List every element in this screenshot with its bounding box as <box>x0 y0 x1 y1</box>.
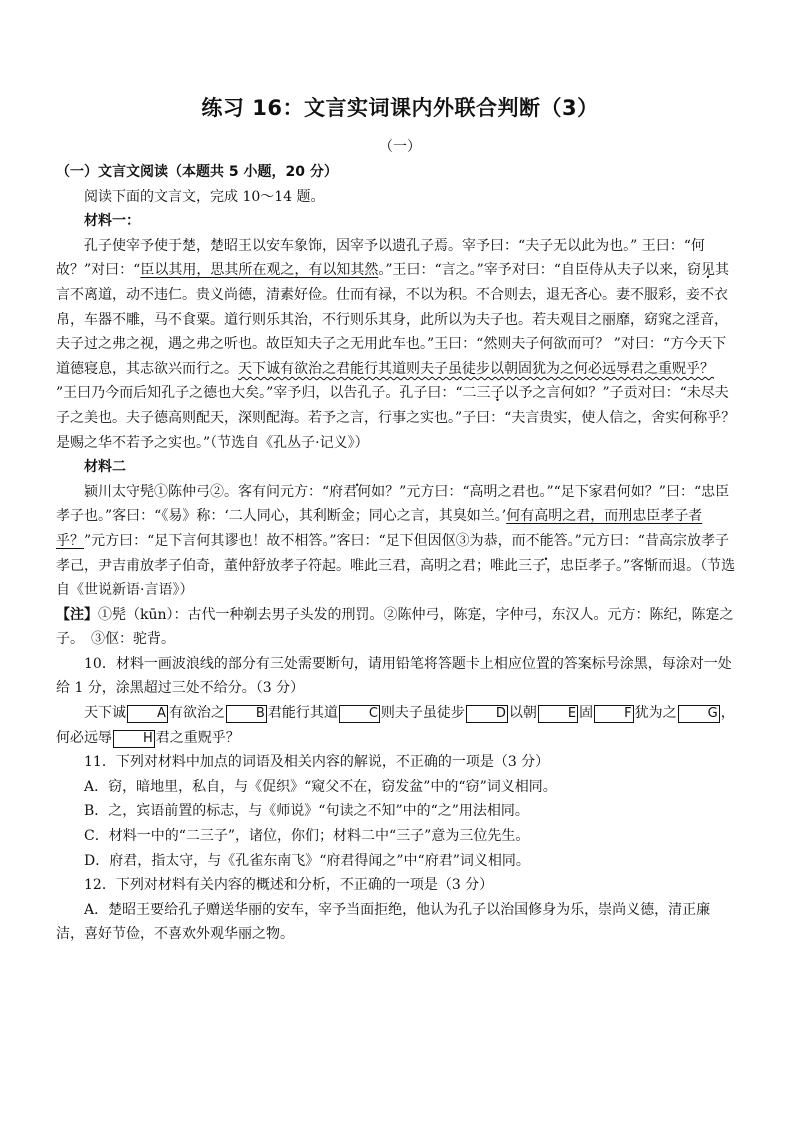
question-10-sentence <box>56 701 736 750</box>
question-11-option-b[interactable]: B．之，宾语前置的标志，与《师说》“句读之不知”中的“之”用法相同。 <box>84 803 529 820</box>
document-body <box>56 160 736 947</box>
section-heading: （一）文言文阅读（本题共 5 小题，20 分） <box>56 164 338 180</box>
break-mark-g[interactable]: G <box>678 705 720 723</box>
break-mark-e[interactable]: E <box>538 705 578 723</box>
break-mark-a[interactable]: A <box>127 705 168 723</box>
material1-text-part: 孔子使宰予使于楚，楚昭王以安车象饰，因宰予以遗孔子焉。宰予曰：“夫子无以此为也。” 王曰：“何故？”对曰：“ <box>56 237 705 279</box>
segment: 固 <box>579 705 594 722</box>
section-instruction: 阅读下面的文言文，完成 10～14 题。 <box>84 188 325 205</box>
break-mark-b[interactable]: B <box>226 705 267 723</box>
segment: 犹为之 <box>634 705 677 722</box>
material2-text-part: 何如？”元方曰：“高明之君也。”“足下家君何如？”曰：“忠臣孝子也。”客曰：“《易》称：‘二人同心，其利断金；同心之言，其臭如兰。’ <box>56 483 730 525</box>
segment: 则夫子虽徒步 <box>380 705 465 722</box>
question-11-option-d[interactable]: D．府君，指太守，与《孔雀东南飞》“府君得闻之”中“府君”词义相同。 <box>84 852 530 869</box>
segment: 君能行其道 <box>267 705 338 722</box>
question-12-option-a[interactable]: A．楚昭王要给孔子赠送华丽的安车，宰予当面拒绝，他认为孔子以治国修身为乐，崇尚义德，清正廉洁，喜好节俭，不喜欢外观华丽之物。 <box>56 901 711 943</box>
material1-text <box>56 234 736 455</box>
notes-label: 【注】 <box>56 606 98 623</box>
notes <box>56 603 736 652</box>
question-11-option-c[interactable]: C．材料一中的“二三子”，诸位，你们；材料二中“三子”意为三位先生。 <box>84 828 530 845</box>
break-mark-f[interactable]: F <box>594 705 633 723</box>
question-12-stem: 12．下列对材料有关内容的概述和分析，不正确的一项是（3 分） <box>84 877 494 894</box>
dotted-word-fujun: 府君 <box>329 483 358 500</box>
underlined-sentence-2: 何有高明之君，而刑忠臣孝子者乎？ <box>56 508 703 549</box>
segment: 君之重贶乎？ <box>155 729 240 746</box>
dotted-word-qie: 窃 <box>686 262 701 279</box>
underlined-sentence-1: 臣以其用，思其所在观之，有以知其然 <box>140 262 379 279</box>
question-11-stem: 11．下列对材料中加点的词语及相关内容的解说，不正确的一项是（3 分） <box>84 754 550 771</box>
break-mark-h[interactable]: H <box>113 730 155 748</box>
notes-text: ①髡（kūn）：古代一种剃去男子头发的刑罚。②陈仲弓，陈寔，字仲弓，东汉人。元方：陈纪，陈寔之子。 ③伛：驼背。 <box>56 606 734 648</box>
segment: 以朝 <box>508 705 537 722</box>
material2-text-part: ”元方曰：“足下言何其谬也！故不相答。”客曰：“足下但因伛③为恭，而不能答。”元方曰：“昔高宗放孝子孝己，尹吉甫放孝子伯奇，董仲舒放孝子符起。唯此三君，高明之君；唯此 <box>56 532 729 574</box>
dotted-word-ersanzi: 二三子 <box>462 385 505 402</box>
material2-text-part: ，忠臣孝子。”客惭而退。（节选自《世说新语·言语》） <box>56 557 736 599</box>
question-11-option-a[interactable]: A．窃，暗地里，私自，与《促织》“窥父不在，窃发盆”中的“窃”词义相同。 <box>84 778 557 795</box>
material1-text-part: 以予之言何如？”子贡对曰：“未尽夫子之美也。夫子德高则配天，深则配海。若予之言，行事之实也。”子曰：“夫言贵实，使人信之，舍实何称乎？是赐之华不若予之实也。”（节选自《孔丛子·记义》） <box>56 385 736 451</box>
page-subtitle: （一） <box>379 139 421 155</box>
segment: ，何必远辱 <box>56 705 735 746</box>
break-mark-d[interactable]: D <box>466 705 508 723</box>
material1-text-part: ”王曰乃今而后知孔子之德也大矣。”宰予归，以告孔子。孔子曰：“ <box>56 385 463 402</box>
dotted-word-sanzi: 三子 <box>518 557 546 574</box>
page-title: 练习 16：文言实词课内外联合判断（3） <box>201 96 599 120</box>
question-10-stem: 10．材料一画波浪线的部分有三处需要断句，请用铅笔将答题卡上相应位置的答案标号涂黑，每涂对一处给 1 分，涂黑超过三处不给分。（3 分） <box>56 655 732 697</box>
wavy-sentence: 天下诚有欲治之君能行其道则夫子虽徒步以朝固犹为之何必远辱君之重贶乎？ <box>238 360 714 377</box>
material2-label: 材料二 <box>84 459 126 476</box>
segment: 天下诚 <box>84 705 126 722</box>
material1-label: 材料一： <box>84 213 140 230</box>
material1-text-part: 见其言不离道，动不违仁。贵义尚德，清素好俭。仕而有禄，不以为积。不合则去，退无吝心。妻不服彩，妾不衣帛，车器不雕，马不食粟。道行则乐其治，不行则乐其身，此所以为夫子也。若夫观目之丽靡，窈窕之淫音，夫子过之弗之视，遇之弗之听也。故臣知夫子之无用此车也。”王曰：“然则夫子何欲而可？ ”对曰：“方今天下道德寝息，其志欲兴而行之。 <box>56 262 729 377</box>
material1-text-part: 。”王曰：“言之。”宰予对曰：“自臣侍从夫子以来， <box>378 262 687 279</box>
material2-text <box>56 480 736 603</box>
material2-text-part: 颍川太守髡①陈仲弓②。客有问元方：“ <box>84 483 330 500</box>
segment: 有欲治之 <box>168 705 225 722</box>
break-mark-c[interactable]: C <box>339 705 380 723</box>
